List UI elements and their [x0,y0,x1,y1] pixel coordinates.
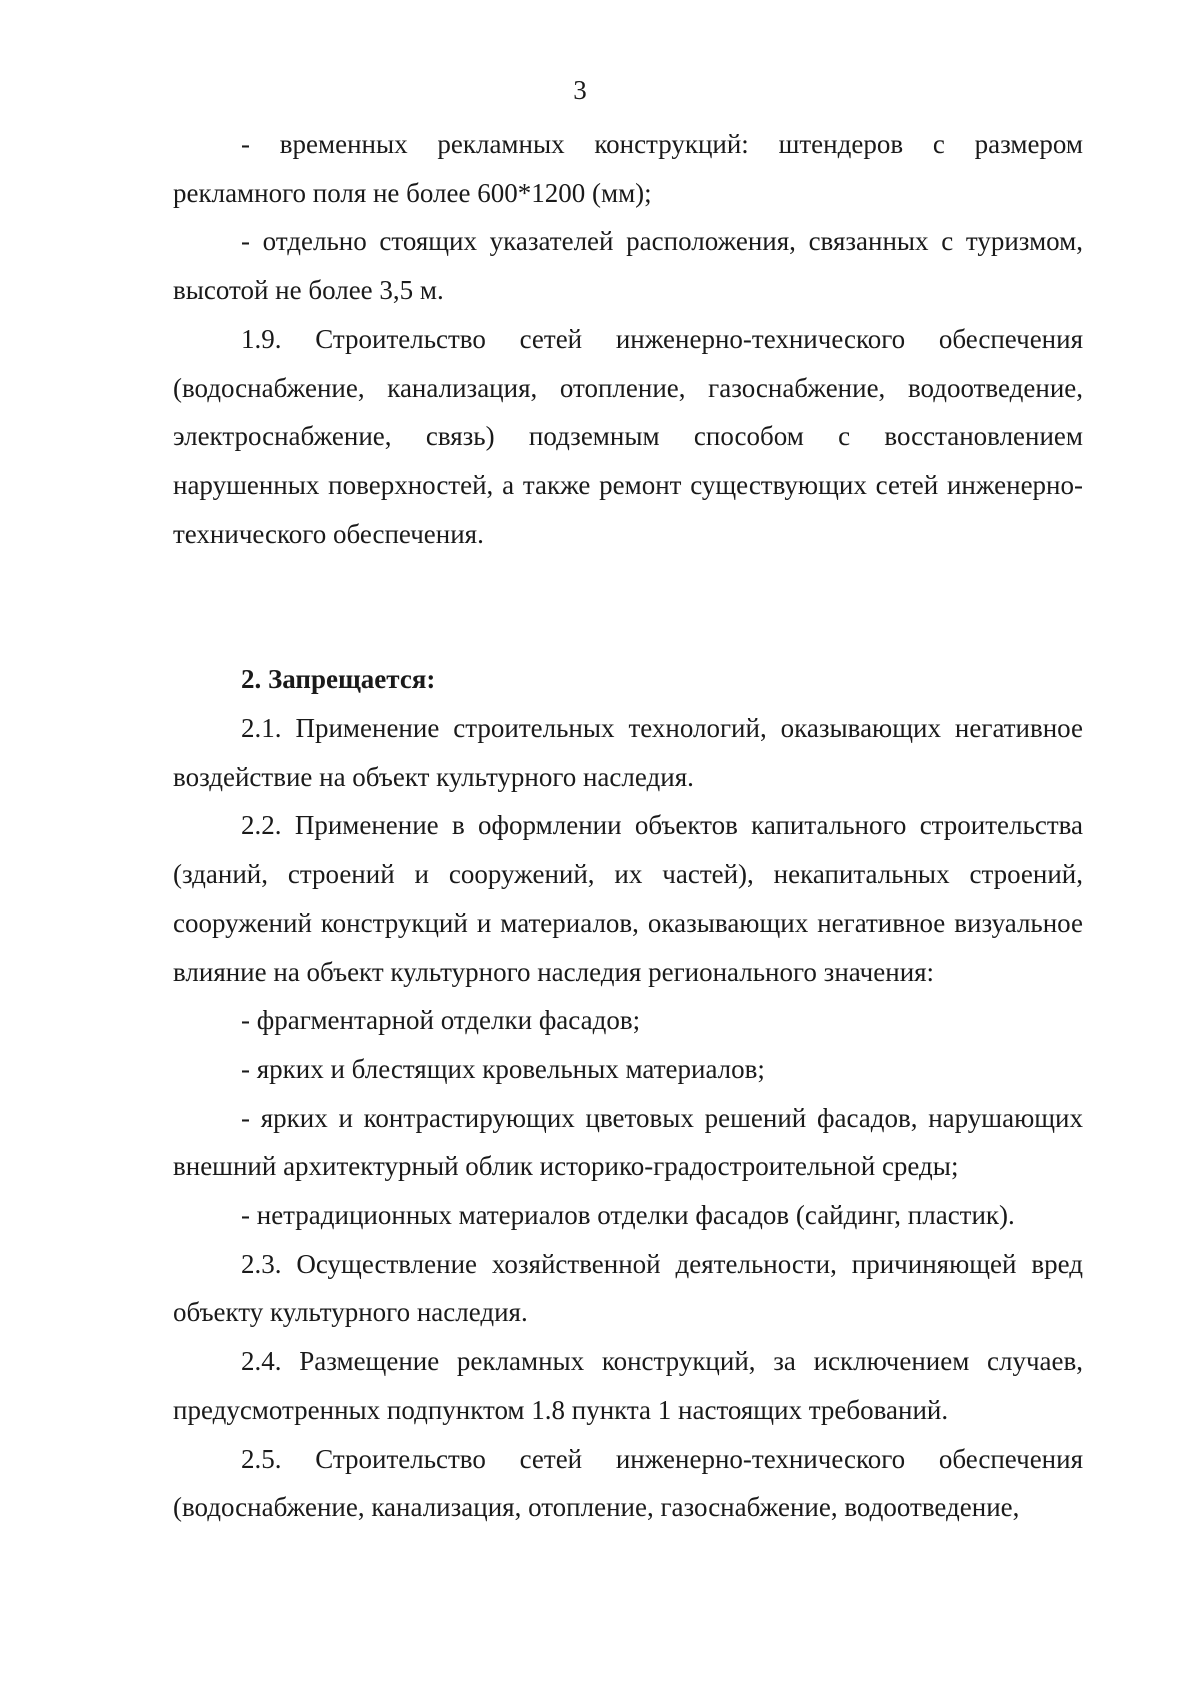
paragraph-1-9-engineering-networks: 1.9. Строительство сетей инженерно-технического обеспечения (водоснабжение, канализация, отопление, газоснабжение, водоотведение, электроснабжение, связь) подземным способом с восстановлением нарушенных поверхностей, а также ремонт существующих сетей инженерно-технического обеспечения. [173,323,1083,549]
paragraph-2-2-design-materials: 2.2. Применение в оформлении объектов капитального строительства (зданий, строений и сооружений, их частей), некапитальных строений, сооружений конструкций и материалов, оказывающих негативное визуальное влияние на объект культурного наследия регионального значения: [173,810,1083,987]
list-item-bright-roofing: - ярких и блестящих кровельных материалов; [241,1053,765,1084]
list-item-contrasting-colors: - ярких и контрастирующих цветовых решений фасадов, нарушающих внешний архитектурный облик историко-градостроительной среды; [173,1102,1083,1182]
list-item-nontraditional-materials: - нетрадиционных материалов отделки фасадов (сайдинг, пластик). [241,1200,1015,1231]
paragraph-tourism-signs: - отдельно стоящих указателей расположения, связанных с туризмом, высотой не более 3,5 м. [173,226,1083,306]
document-body [173,120,1083,1532]
list-item-fragmentary-finish: - фрагментарной отделки фасадов; [241,1005,641,1036]
paragraph-temporary-ad-structures: - временных рекламных конструкций: штендеров с размером рекламного поля не более 600*1200 (мм); [173,129,1083,208]
paragraph-2-4-advertising: 2.4. Размещение рекламных конструкций, за исключением случаев, предусмотренных подпунктом 1.8 пункта 1 настоящих требований. [173,1346,1083,1425]
section-heading-prohibited: 2. Запрещается: [241,664,436,695]
paragraph-2-1-technologies: 2.1. Применение строительных технологий, оказывающих негативное воздействие на объект культурного наследия. [173,713,1083,792]
paragraph-2-5-engineering-networks: 2.5. Строительство сетей инженерно-технического обеспечения (водоснабжение, канализация, отопление, газоснабжение, водоотведение, [173,1443,1083,1523]
section-spacer [173,558,1083,655]
page-number: 3 [573,75,587,105]
paragraph-2-3-economic-activity: 2.3. Осуществление хозяйственной деятельности, причиняющей вред объекту культурного наследия. [173,1248,1083,1328]
